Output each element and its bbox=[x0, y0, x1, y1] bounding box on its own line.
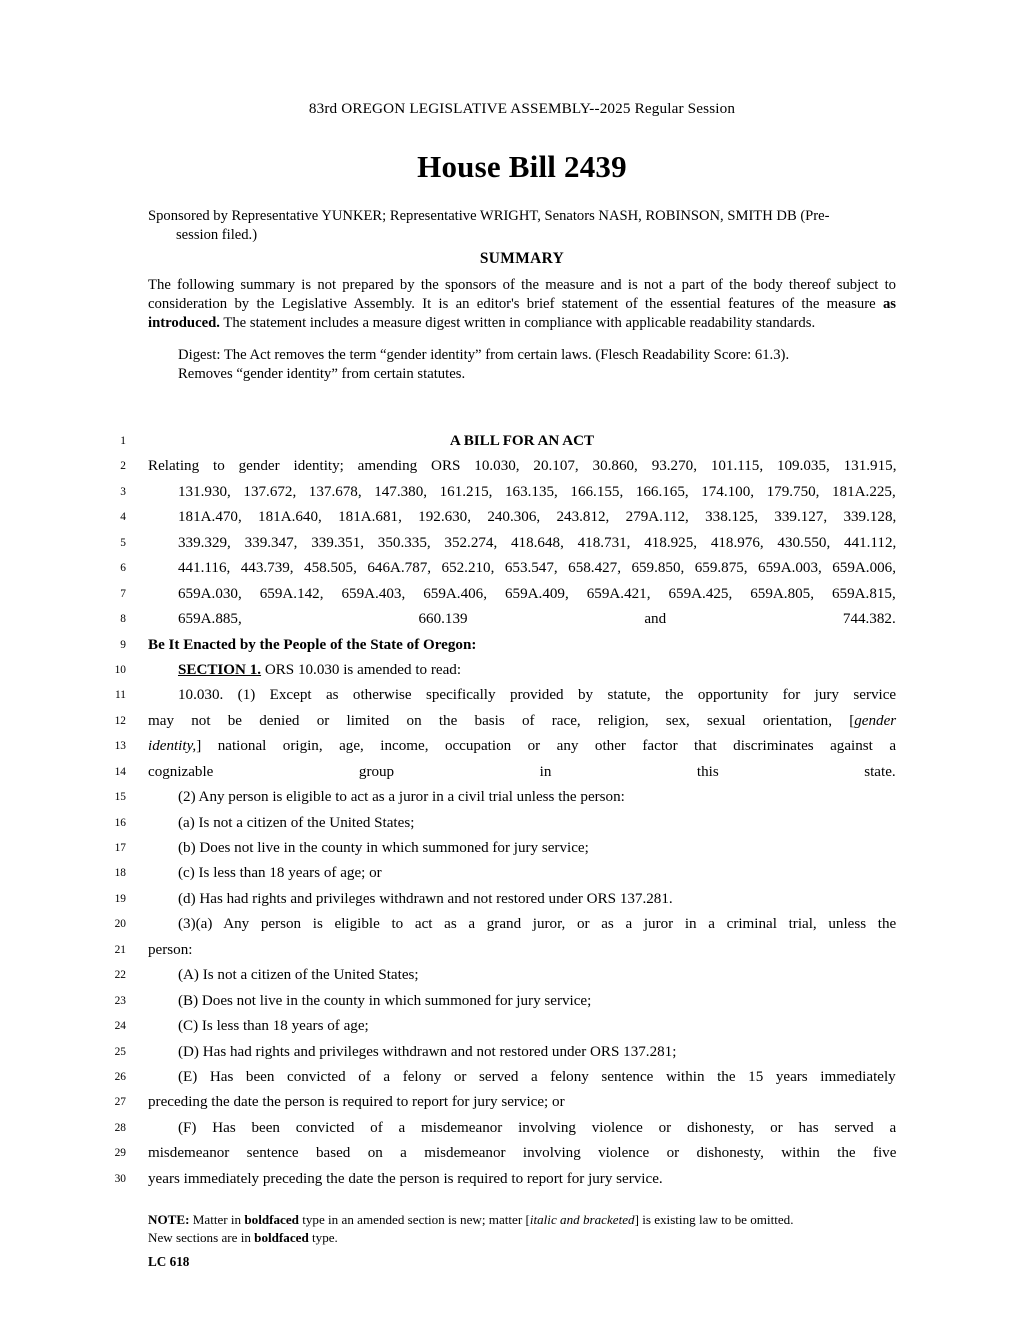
assembly-session-line: 83rd OREGON LEGISLATIVE ASSEMBLY--2025 Regular Session bbox=[308, 100, 736, 117]
line-number: 18 bbox=[114, 867, 126, 880]
section-1-label: SECTION 1. bbox=[178, 661, 262, 678]
section-1-line bbox=[148, 658, 926, 683]
statute-text-segment: may not be denied or limited on the basis of race, religion, sex, sexual orientation, [ bbox=[148, 712, 855, 729]
subsection-3a-continued: person: bbox=[148, 941, 193, 958]
omitted-text-gender: gender bbox=[854, 712, 897, 729]
omitted-text-identity: identity, bbox=[148, 738, 197, 755]
sponsor-text-continued: session filed.) bbox=[176, 227, 258, 244]
subsection-3a-F-line: (F) Has been convicted of a misdemeanor involving violence or dishonesty, or has served a bbox=[178, 1119, 897, 1136]
footer-note bbox=[148, 1211, 896, 1246]
bill-line bbox=[0, 734, 1024, 759]
bill-line bbox=[0, 836, 1024, 861]
subsection-3a-E-line: (E) Has been convicted of a felony or served a felony sentence within the 15 years immediately bbox=[178, 1068, 896, 1085]
line-number: 5 bbox=[120, 536, 126, 549]
ors-citation-line: 339.329, 339.347, 339.351, 350.335, 352.274, 418.648, 418.731, 418.925, 418.976, 430.550, 441.112, bbox=[178, 534, 897, 551]
line-number: 14 bbox=[114, 765, 126, 778]
subsection-2-line: (2) Any person is eligible to act as a juror in a civil trial unless the person: bbox=[178, 789, 625, 806]
bill-line bbox=[0, 1141, 1024, 1166]
line-number: 1 bbox=[120, 435, 126, 447]
subsection-3a-F-continued: misdemeanor sentence based on a misdemeanor involving violence or dishonesty, within the five bbox=[148, 1145, 897, 1162]
line-number: 30 bbox=[114, 1172, 126, 1185]
bill-line bbox=[0, 480, 1024, 505]
line-number: 11 bbox=[115, 689, 126, 702]
bill-line bbox=[0, 429, 1024, 454]
lc-number: LC 618 bbox=[148, 1254, 190, 1269]
subsection-3a-line: (3)(a) Any person is eligible to act as a grand juror, or as a juror in a criminal trial, unless the bbox=[178, 916, 897, 933]
ors-citation-line: 181A.470, 181A.640, 181A.681, 192.630, 240.306, 243.812, 279A.112, 338.125, 339.127, 339.128, bbox=[178, 509, 897, 526]
line-number: 7 bbox=[120, 587, 126, 600]
bill-line bbox=[0, 505, 1024, 530]
bill-line bbox=[0, 963, 1024, 988]
subsection-3a-D-line: (D) Has had rights and privileges withdrawn and not restored under ORS 137.281; bbox=[178, 1043, 677, 1060]
ors-citation-line: 659A.030, 659A.142, 659A.403, 659A.406, 659A.409, 659A.421, 659A.425, 659A.805, 659A.815, bbox=[178, 585, 896, 602]
bill-line bbox=[0, 861, 1024, 886]
ors-citation-line: 441.116, 443.739, 458.505, 646A.787, 652.210, 653.547, 658.427, 659.850, 659.875, 659A.003, 659A.006, bbox=[178, 560, 896, 577]
subsection-2a-line: (a) Is not a citizen of the United States; bbox=[178, 814, 415, 831]
bill-line bbox=[0, 607, 1024, 632]
bill-line bbox=[0, 1014, 1024, 1039]
line-number: 17 bbox=[114, 842, 126, 854]
subsection-3a-E-continued: preceding the date the person is required to report for jury service; or bbox=[148, 1094, 565, 1111]
note-text-3: ] is existing law to be omitted. bbox=[634, 1212, 794, 1227]
note-label: NOTE: bbox=[148, 1212, 190, 1227]
line-number: 19 bbox=[114, 892, 126, 905]
bill-line bbox=[0, 633, 1024, 658]
bill-line bbox=[0, 760, 1024, 785]
bill-line bbox=[0, 658, 1024, 683]
relating-clause-line: Relating to gender identity; amending ORS 10.030, 20.107, 30.860, 93.270, 101.115, 109.035, 131.915, bbox=[148, 458, 897, 475]
subsection-2b-line: (b) Does not live in the county in which summoned for jury service; bbox=[178, 840, 589, 856]
line-number: 6 bbox=[120, 562, 126, 575]
line-number: 27 bbox=[114, 1096, 126, 1109]
line-number: 13 bbox=[114, 740, 126, 753]
note-italic-bracketed: italic and bracketed bbox=[529, 1212, 635, 1227]
summary-body bbox=[148, 276, 896, 384]
line-number: 9 bbox=[120, 638, 126, 651]
section-1-text: ORS 10.030 is amended to read: bbox=[261, 661, 462, 678]
line-number: 20 bbox=[114, 918, 126, 931]
bill-line bbox=[0, 811, 1024, 836]
line-number: 2 bbox=[120, 460, 126, 473]
note-line-2 bbox=[148, 1229, 896, 1247]
line-number: 22 bbox=[114, 969, 126, 982]
bill-line bbox=[0, 1167, 1024, 1192]
bill-line bbox=[0, 887, 1024, 912]
statute-text-line: cognizable group in this state. bbox=[148, 763, 896, 780]
line-number: 12 bbox=[114, 714, 126, 727]
line-number: 15 bbox=[114, 791, 126, 804]
bill-line bbox=[0, 1065, 1024, 1090]
line-number: 26 bbox=[114, 1070, 126, 1083]
subsection-3a-C-line: (C) Is less than 18 years of age; bbox=[178, 1018, 369, 1035]
statute-text-segment: ] national origin, age, income, occupation or any other factor that discriminates against a bbox=[196, 738, 897, 755]
note-text-2: type in an amended section is new; matter [ bbox=[298, 1212, 530, 1227]
bill-line bbox=[0, 989, 1024, 1014]
bill-line bbox=[0, 938, 1024, 963]
subsection-2d-line: (d) Has had rights and privileges withdrawn and not restored under ORS 137.281. bbox=[178, 890, 673, 907]
bill-line bbox=[0, 582, 1024, 607]
bill-line bbox=[0, 1090, 1024, 1115]
sponsor-line bbox=[148, 207, 896, 246]
bill-line bbox=[0, 1040, 1024, 1065]
bill-line bbox=[0, 531, 1024, 556]
summary-digest-second: Removes “gender identity” from certain statutes. bbox=[178, 366, 466, 383]
bill-body bbox=[0, 429, 1024, 1192]
masthead bbox=[148, 100, 896, 246]
summary-disclaimer bbox=[148, 276, 896, 333]
act-heading: A BILL FOR AN ACT bbox=[449, 433, 595, 449]
statute-text-line bbox=[148, 734, 896, 759]
line-number: 29 bbox=[114, 1147, 126, 1160]
note-text-1: Matter in bbox=[189, 1212, 245, 1227]
line-number: 4 bbox=[120, 511, 126, 524]
line-number: 24 bbox=[114, 1020, 126, 1033]
bill-line bbox=[0, 1116, 1024, 1141]
line-number: 8 bbox=[120, 613, 126, 626]
enacting-clause: Be It Enacted by the People of the State of Oregon: bbox=[148, 636, 477, 653]
subsection-2c-line: (c) Is less than 18 years of age; or bbox=[178, 865, 382, 882]
bill-line bbox=[0, 912, 1024, 937]
bill-line bbox=[0, 556, 1024, 581]
statute-text-line bbox=[148, 709, 896, 734]
line-number: 25 bbox=[114, 1045, 126, 1058]
ors-citation-line: 131.930, 137.672, 137.678, 147.380, 161.215, 163.135, 166.155, 166.165, 174.100, 179.750, 181A.225, bbox=[178, 483, 896, 500]
note-line-1 bbox=[148, 1211, 896, 1229]
bill-line bbox=[0, 454, 1024, 479]
line-number: 21 bbox=[114, 943, 126, 956]
note-bold-boldfaced-2: boldfaced bbox=[254, 1229, 309, 1245]
ors-citation-line: 659A.885, 660.139 and 744.382. bbox=[178, 611, 896, 628]
bill-line bbox=[0, 785, 1024, 810]
statute-text-line: 10.030. (1) Except as otherwise specifically provided by statute, the opportunity for jury service bbox=[178, 687, 897, 704]
line-number: 16 bbox=[114, 816, 126, 829]
note-bold-boldfaced-1: boldfaced bbox=[244, 1212, 299, 1227]
line-number: 10 bbox=[114, 663, 126, 676]
disclaimer-as-introduced: as introduced. bbox=[148, 296, 896, 332]
note-text-4: New sections are in bbox=[148, 1229, 255, 1245]
subsection-3a-A-line: (A) Is not a citizen of the United States; bbox=[178, 967, 419, 984]
note-text-5: type. bbox=[308, 1229, 338, 1245]
bill-line bbox=[0, 709, 1024, 734]
line-number: 3 bbox=[120, 485, 126, 498]
disclaimer-part-1: The following summary is not prepared by the sponsors of the measure and is not a part of the body thereof subject to consideration by the Legislative Assembly. It is an editor's brief statement of the essential features of the measure bbox=[148, 277, 896, 313]
bill-line bbox=[0, 683, 1024, 708]
bill-title: House Bill 2439 bbox=[417, 149, 627, 184]
subsection-3a-F-end: years immediately preceding the date the person is required to report for jury service. bbox=[148, 1170, 663, 1187]
line-number: 23 bbox=[114, 994, 126, 1007]
subsection-3a-B-line: (B) Does not live in the county in which summoned for jury service; bbox=[178, 992, 592, 1009]
disclaimer-part-2: The statement includes a measure digest written in compliance with applicable readability standards. bbox=[219, 315, 816, 332]
sponsor-text-primary: Sponsored by Representative YUNKER; Representative WRIGHT, Senators NASH, ROBINSON, SMITH DB (Pre- bbox=[148, 208, 830, 224]
summary-digest: Digest: The Act removes the term “gender identity” from certain laws. (Flesch Readability Score: 61.3). bbox=[178, 347, 790, 364]
summary-heading: SUMMARY bbox=[479, 250, 565, 267]
line-number: 28 bbox=[114, 1121, 126, 1134]
